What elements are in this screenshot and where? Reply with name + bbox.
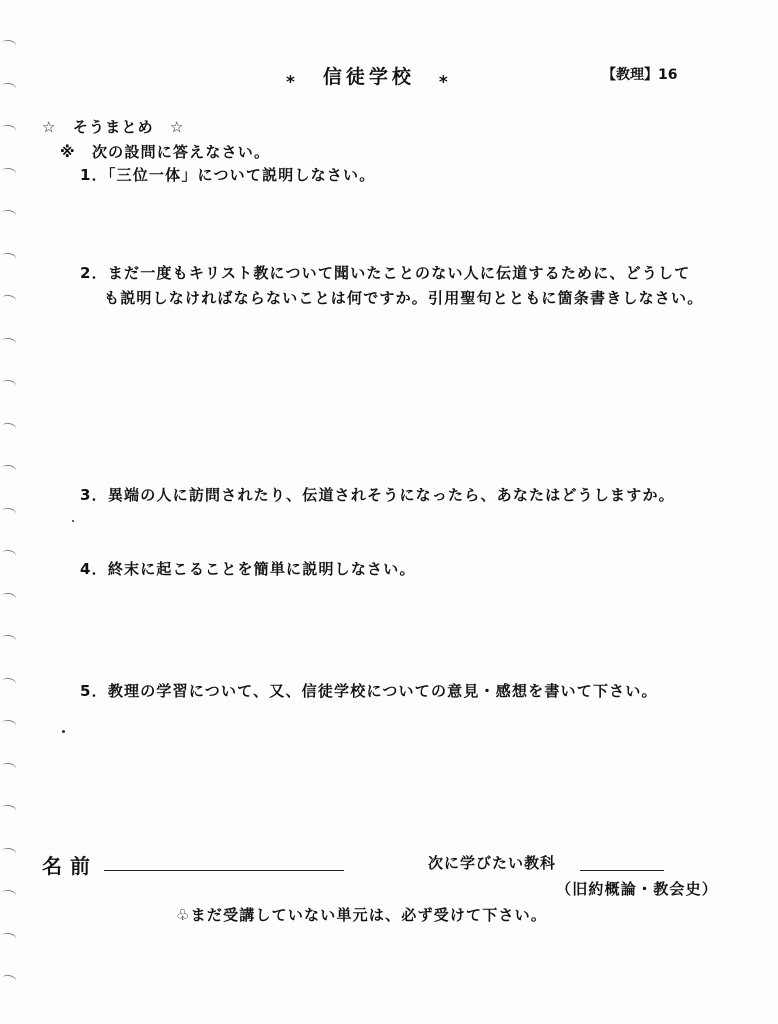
question-2-line-2: も説明しなければならないことは何ですか。引用聖句とともに箇条書きしなさい。	[104, 289, 704, 307]
binder-hole-mark	[1, 846, 17, 858]
binder-hole-mark	[1, 379, 17, 391]
next-subject-label: 次に学びたい教科	[428, 854, 557, 872]
question-2-line-1: 2．まだ一度もキリスト教について聞いたことのない人に伝道するために、どうして	[80, 264, 691, 282]
next-subject-answer-line[interactable]	[580, 870, 664, 871]
binder-hole-mark	[1, 124, 17, 136]
binder-hole-mark	[1, 294, 17, 306]
binder-hole-mark	[1, 889, 17, 901]
question-5: 5．教理の学習について、又、信徒学校についての意見・感想を書いて下さい。	[80, 682, 658, 700]
binder-hole-mark	[1, 251, 17, 263]
binder-hole-mark	[1, 719, 17, 731]
binder-hole-mark	[1, 166, 17, 178]
binder-hole-mark	[1, 761, 17, 773]
question-4: 4．終末に起こることを簡単に説明しなさい。	[80, 560, 416, 578]
binder-hole-mark	[1, 506, 17, 518]
binder-hole-mark	[1, 421, 17, 433]
scan-speck	[72, 520, 74, 522]
subject-tag: 【教理】16	[602, 67, 678, 83]
binder-hole-mark	[1, 336, 17, 348]
binder-hole-mark	[1, 209, 17, 221]
binder-hole-mark	[1, 804, 17, 816]
name-answer-line[interactable]	[104, 870, 344, 871]
scan-speck	[62, 730, 65, 733]
binder-hole-mark	[1, 974, 17, 986]
section-heading: ☆ そうまとめ ☆	[42, 118, 185, 136]
binder-hole-mark	[1, 591, 17, 603]
binder-hole-mark	[1, 634, 17, 646]
title-text: 信徒学校	[322, 66, 415, 88]
page-title	[262, 62, 476, 89]
binder-hole-mark	[1, 39, 17, 51]
instruction-text: ※ 次の設問に答えなさい。	[60, 143, 271, 161]
footer-note: ♧まだ受講していない単元は、必ず受けて下さい。	[176, 906, 548, 924]
binder-hole-mark	[1, 676, 17, 688]
binder-hole-mark	[1, 549, 17, 561]
question-3: 3．異端の人に訪問されたり、伝道されそうになったら、あなたはどうしますか。	[80, 486, 675, 504]
binder-hole-mark	[1, 931, 17, 943]
binder-hole-mark	[1, 81, 17, 93]
question-1: 1．「三位一体」について説明しなさい。	[80, 166, 376, 184]
binder-hole-mark	[1, 464, 17, 476]
name-label: 名前	[42, 854, 98, 878]
asterisk-right-icon: ⁎	[438, 68, 452, 88]
binder-hole-marks	[0, 40, 20, 1020]
next-subject-options: （旧約概論・教会史）	[556, 880, 719, 898]
asterisk-left-icon: ⁎	[286, 68, 299, 88]
